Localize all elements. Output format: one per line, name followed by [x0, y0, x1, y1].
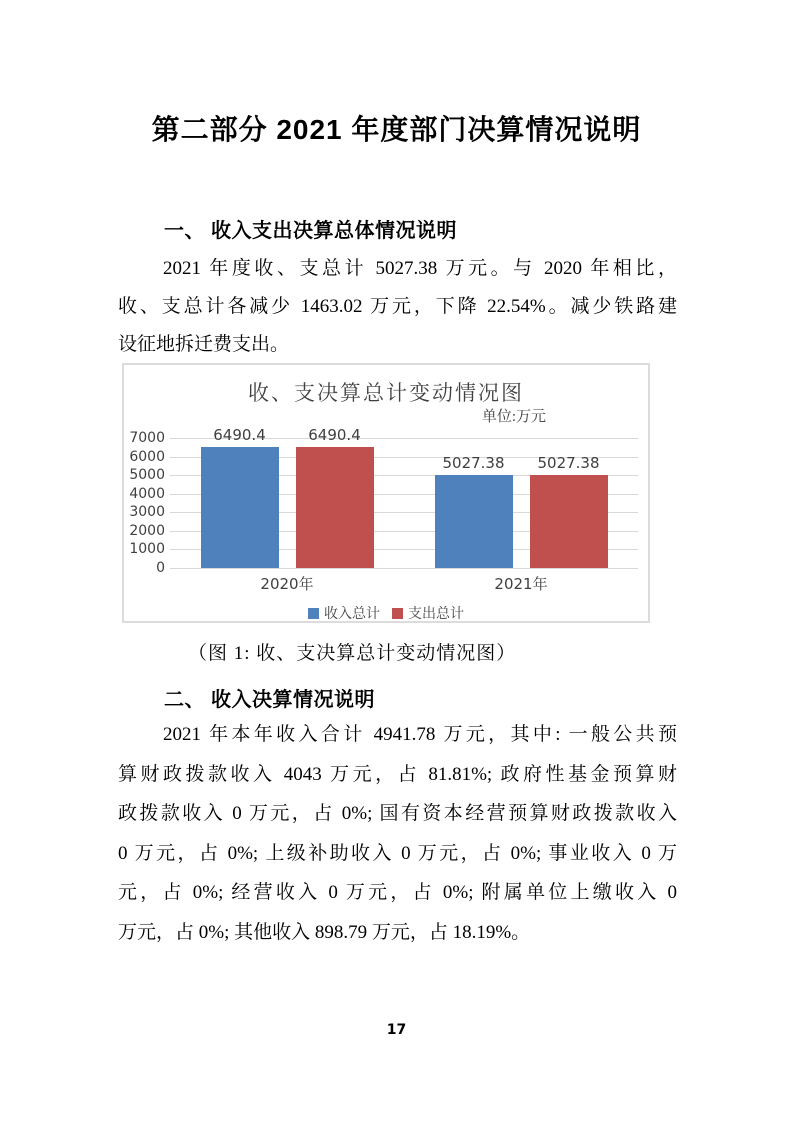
bar-支出总计-2021年: [530, 475, 608, 568]
x-axis-category-label: 2021年: [494, 575, 548, 593]
y-axis-tick-label: 4000: [129, 485, 165, 502]
bar-收入总计-2021年: [435, 475, 513, 568]
bar-value-label: 5027.38: [442, 453, 505, 472]
y-axis-tick-label: 3000: [129, 504, 165, 521]
bar-收入总计-2020年: [201, 447, 279, 568]
paragraph-line: 2021 年度收、支总计 5027.38 万元。与 2020 年相比，: [163, 258, 677, 279]
legend-item-income: [308, 603, 380, 623]
paragraph-line: 设征地拆迁费支出。: [118, 334, 290, 355]
paragraph-line: 万元，占 0%; 其他收入 898.79 万元，占 18.19%。: [118, 921, 531, 943]
bar-支出总计-2020年: [296, 447, 374, 568]
legend-swatch-expense: [392, 608, 403, 619]
page-number: 17: [386, 1022, 407, 1038]
chart-plot-area: [124, 365, 648, 621]
document-title: 第二部分 2021 年度部门决算情况说明: [151, 114, 642, 145]
chart-legend: [124, 603, 648, 623]
figure1-caption: （图 1: 收、支决算总计变动情况图）: [188, 643, 517, 664]
y-axis-tick-label: 1000: [129, 541, 165, 558]
paragraph-line: 算财政拨款收入 4043 万元，占 81.81%; 政府性基金预算财: [118, 763, 677, 785]
paragraph-line: 元，占 0%; 经营收入 0 万元，占 0%; 附属单位上缴收入 0: [118, 882, 677, 904]
y-axis-tick-label: 0: [156, 560, 165, 576]
bar-value-label: 5027.38: [537, 453, 600, 472]
y-axis-tick-label: 5000: [129, 467, 165, 484]
legend-label-expense: 支出总计: [408, 607, 464, 622]
section2-paragraph: [118, 715, 677, 953]
paragraph-line: 政拨款收入 0 万元，占 0%; 国有资本经营预算财政拨款收入: [118, 803, 677, 825]
y-axis-tick-label: 7000: [129, 430, 165, 446]
bar-value-label: 6490.4: [308, 426, 361, 445]
section1-heading: 一、 收入支出决算总体情况说明: [164, 220, 458, 242]
y-axis-tick-label: 6000: [129, 448, 165, 465]
legend-label-income: 收入总计: [324, 607, 380, 622]
legend-item-expense: [392, 603, 464, 623]
bar-value-label: 6490.4: [213, 426, 266, 445]
legend-swatch-income: [308, 608, 319, 619]
section2-heading: 二、 收入决算情况说明: [164, 689, 376, 711]
paragraph-line: 0 万元，占 0%; 上级补助收入 0 万元，占 0%; 事业收入 0 万: [118, 842, 677, 864]
gridline: [170, 568, 638, 569]
figure1-bar-chart: [122, 363, 650, 623]
section1-paragraph: [118, 250, 677, 364]
x-axis-category-label: 2020年: [260, 575, 314, 593]
chart-title: 收、支决算总计变动情况图: [248, 381, 524, 405]
y-axis-tick-label: 2000: [129, 522, 165, 539]
paragraph-line: 收、支总计各减少 1463.02 万元，下降 22.54%。减少铁路建: [118, 296, 677, 317]
chart-unit-label: 单位:万元: [481, 409, 546, 425]
paragraph-line: 2021 年本年收入合计 4941.78 万元，其中: 一般公共预: [163, 724, 677, 745]
